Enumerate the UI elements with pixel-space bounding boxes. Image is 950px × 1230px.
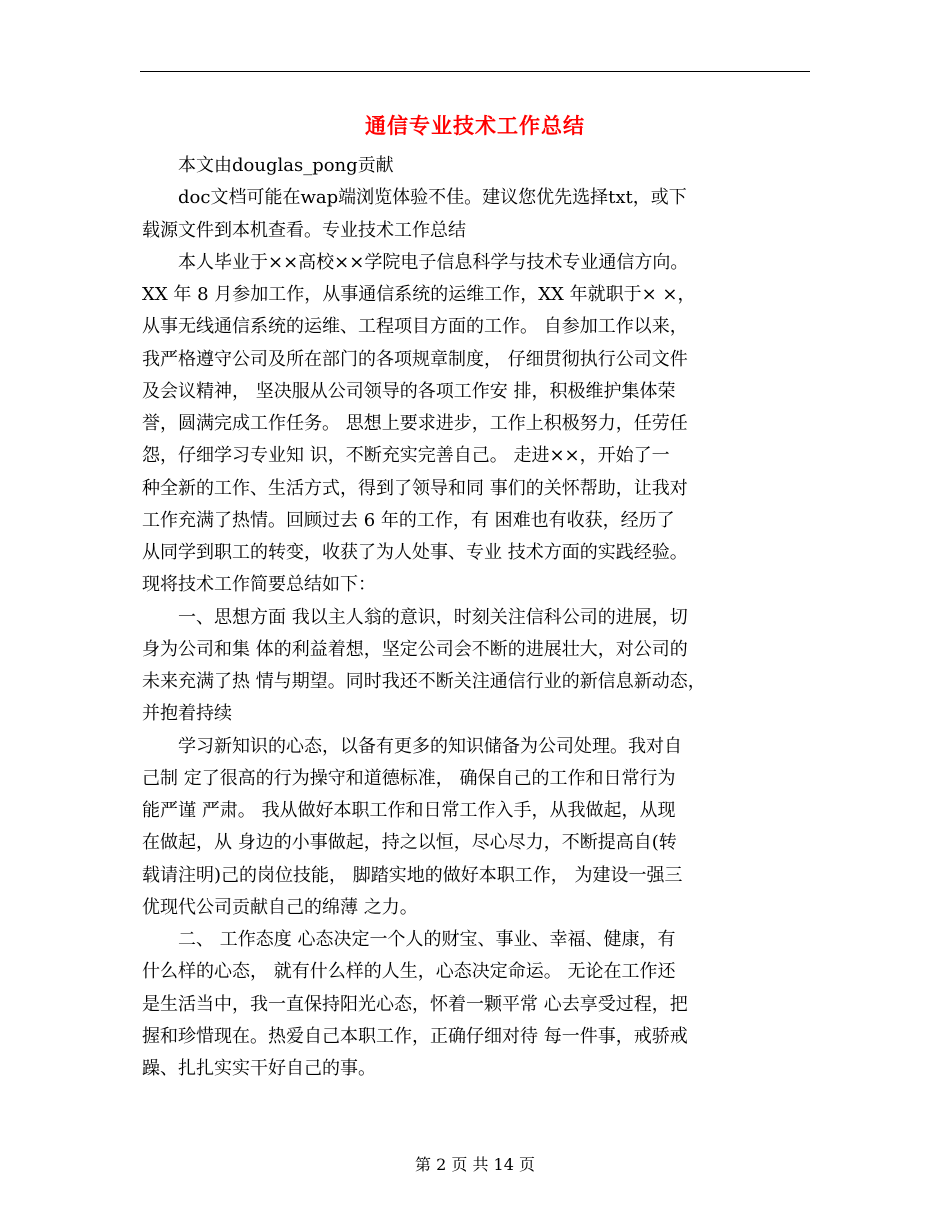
document-title: 通信专业技术工作总结 — [365, 114, 585, 138]
body-line: 什么样的心态， 就有什么样的人生，心态决定命运。 无论在工作还 — [142, 961, 676, 983]
body-line: XX 年 8 月参加工作，从事通信系统的运维工作，XX 年就职于× ×， — [142, 284, 696, 305]
body-line: doc文档可能在wap端浏览体验不佳。建议您优先选择txt，或下 — [142, 187, 687, 209]
body-line: 种全新的工作、生活方式，得到了领导和同 事们的关怀帮助，让我对 — [142, 477, 688, 499]
body-line: 从事无线通信系统的运维、工程项目方面的工作。 自参加工作以来， — [142, 316, 688, 338]
body-line: 躁、扎扎实实干好自己的事。 — [142, 1058, 376, 1079]
body-line: 从同学到职工的转变，收获了为人处事、专业 技术方面的实践经验。 — [142, 542, 688, 563]
body-line: 一、思想方面 我以主人翁的意识，时刻关注信科公司的进展，切 — [142, 606, 688, 628]
body-line: 誉，圆满完成工作任务。 思想上要求进步，工作上积极努力，任劳任 — [142, 413, 688, 434]
body-line: 是生活当中，我一直保持阳光心态，怀着一颗平常 心去享受过程，把 — [142, 993, 688, 1015]
body-line: 载请注明)己的岗位技能， 脚踏实地的做好本职工作， 为建设一强三 — [142, 864, 683, 886]
body-line: 握和珍惜现在。热爱自己本职工作，正确仔细对待 每一件事，戒骄戒 — [142, 1025, 688, 1047]
page-number: 第 2 页 共 14 页 — [415, 1155, 535, 1174]
body-line: 怨，仔细学习专业知 识，不断充实完善自己。 走进××，开始了一 — [142, 445, 670, 467]
body-line: 我严格遵守公司及所在部门的各项规章制度， 仔细贯彻执行公司文件 — [142, 348, 688, 370]
body-line: 能严谨 严肃。 我从做好本职工作和日常工作入手，从我做起，从现 — [142, 800, 676, 821]
body-line: 二、 工作态度 心态决定一个人的财宝、事业、幸福、健康，有 — [142, 929, 676, 950]
body-line: 载源文件到本机查看。专业技术工作总结 — [142, 219, 466, 241]
body-line: 己制 定了很高的行为操守和道德标准， 确保自己的工作和日常行为 — [142, 767, 676, 789]
body-line: 工作充满了热情。回顾过去 6 年的工作，有 困难也有收获，经历了 — [142, 509, 675, 531]
body-line: 本文由douglas_pong贡献 — [142, 155, 394, 176]
body-line: 本人毕业于××高校××学院电子信息科学与技术专业通信方向。 — [142, 251, 689, 273]
body-line: 现将技术工作简要总结如下： — [142, 574, 376, 596]
body-line: 并抱着持续 — [142, 703, 232, 725]
body-line: 优现代公司贡献自己的绵薄 之力。 — [142, 896, 418, 918]
body-line: 未来充满了热 情与期望。同时我还不断关注通信行业的新信息新动态， — [142, 671, 706, 692]
body-line: 身为公司和集 体的利益着想，坚定公司会不断的进展壮大，对公司的 — [142, 638, 688, 660]
header-rule — [140, 71, 810, 72]
body-line: 学习新知识的心态，以备有更多的知识储备为公司处理。我对自 — [142, 735, 682, 757]
body-line: 及会议精神， 坚决服从公司领导的各项工作安 排，积极维护集体荣 — [142, 380, 676, 402]
body-line: 在做起，从 身边的小事做起，持之以恒，尽心尽力，不断提高自(转 — [142, 832, 677, 854]
